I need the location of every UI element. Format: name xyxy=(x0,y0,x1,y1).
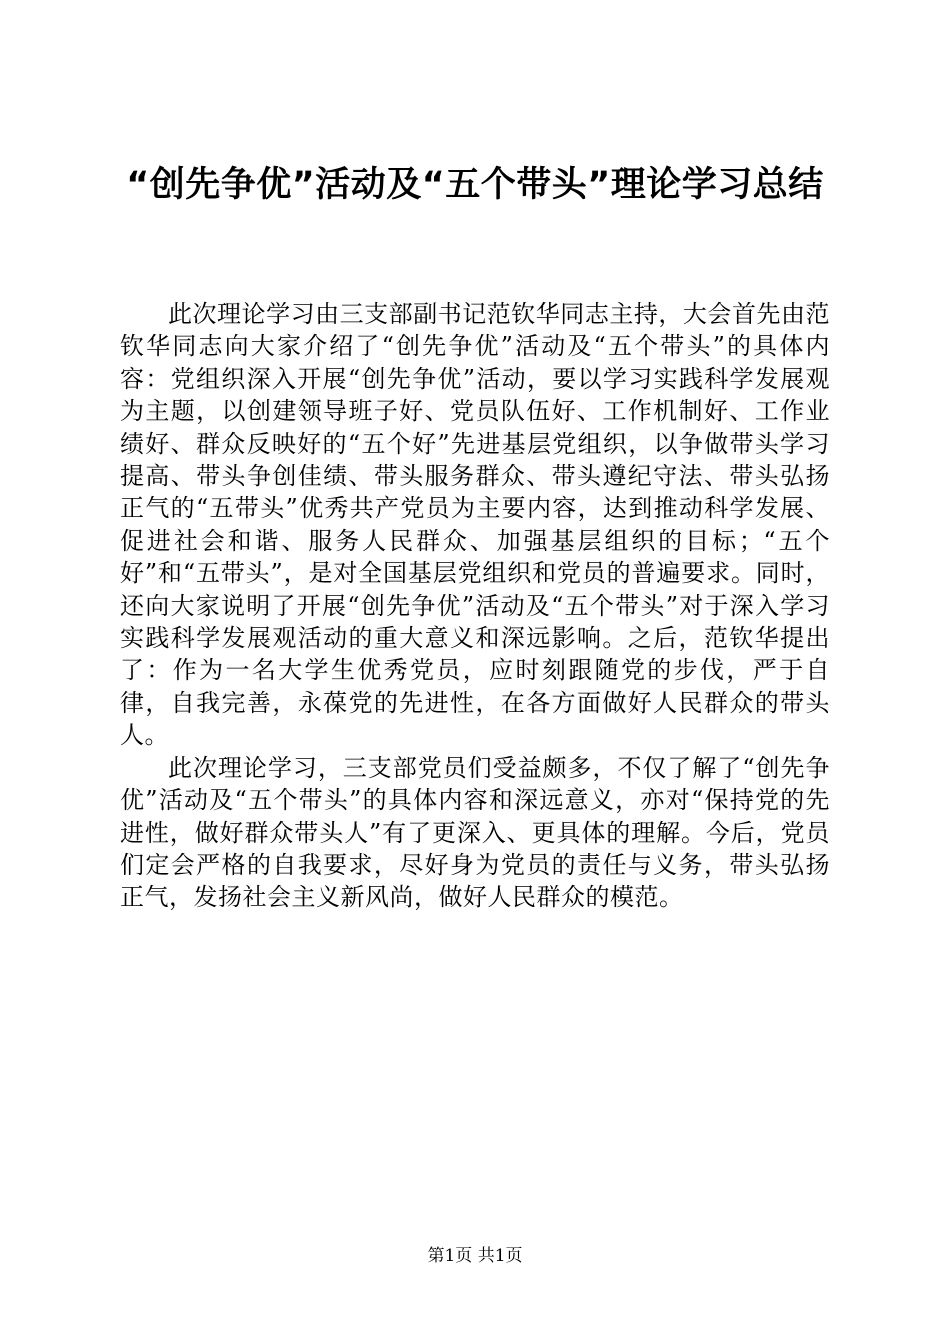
page-number-footer: 第1页 共1页 xyxy=(427,1246,523,1266)
document-body xyxy=(120,298,830,914)
paragraph-1: 此次理论学习由三支部副书记范钦华同志主持，大会首先由范钦华同志向大家介绍了“创先争优”活动及“五个带头”的具体内容：党组织深入开展“创先争优”活动，要以学习实践科学发展观为主题，以创建领导班子好、党员队伍好、工作机制好、工作业绩好、群众反映好的“五个好”先进基层党组织，以争做带头学习提高、带头争创佳绩、带头服务群众、带头遵纪守法、带头弘扬正气的“五带头”优秀共产党员为主要内容，达到推动科学发展、促进社会和谐、服务人民群众、加强基层组织的目标；“五个好”和“五带头”，是对全国基层党组织和党员的普遍要求。同时，还向大家说明了开展“创先争优”活动及“五个带头”对于深入学习实践科学发展观活动的重大意义和深远影响。之后，范钦华提出了：作为一名大学生优秀党员，应时刻跟随党的步伐，严于自律，自我完善，永葆党的先进性，在各方面做好人民群众的带头人。 xyxy=(120,300,830,750)
document-title: “创先争优”活动及“五个带头”理论学习总结 xyxy=(126,165,824,205)
paragraph-2: 此次理论学习，三支部党员们受益颇多，不仅了解了“创先争优”活动及“五个带头”的具体内容和深远意义，亦对“保持党的先进性，做好群众带头人”有了更深入、更具体的理解。今后，党员们定会严格的自我要求，尽好身为党员的责任与义务，带头弘扬正气，发扬社会主义新风尚，做好人民群众的模范。 xyxy=(120,753,830,912)
